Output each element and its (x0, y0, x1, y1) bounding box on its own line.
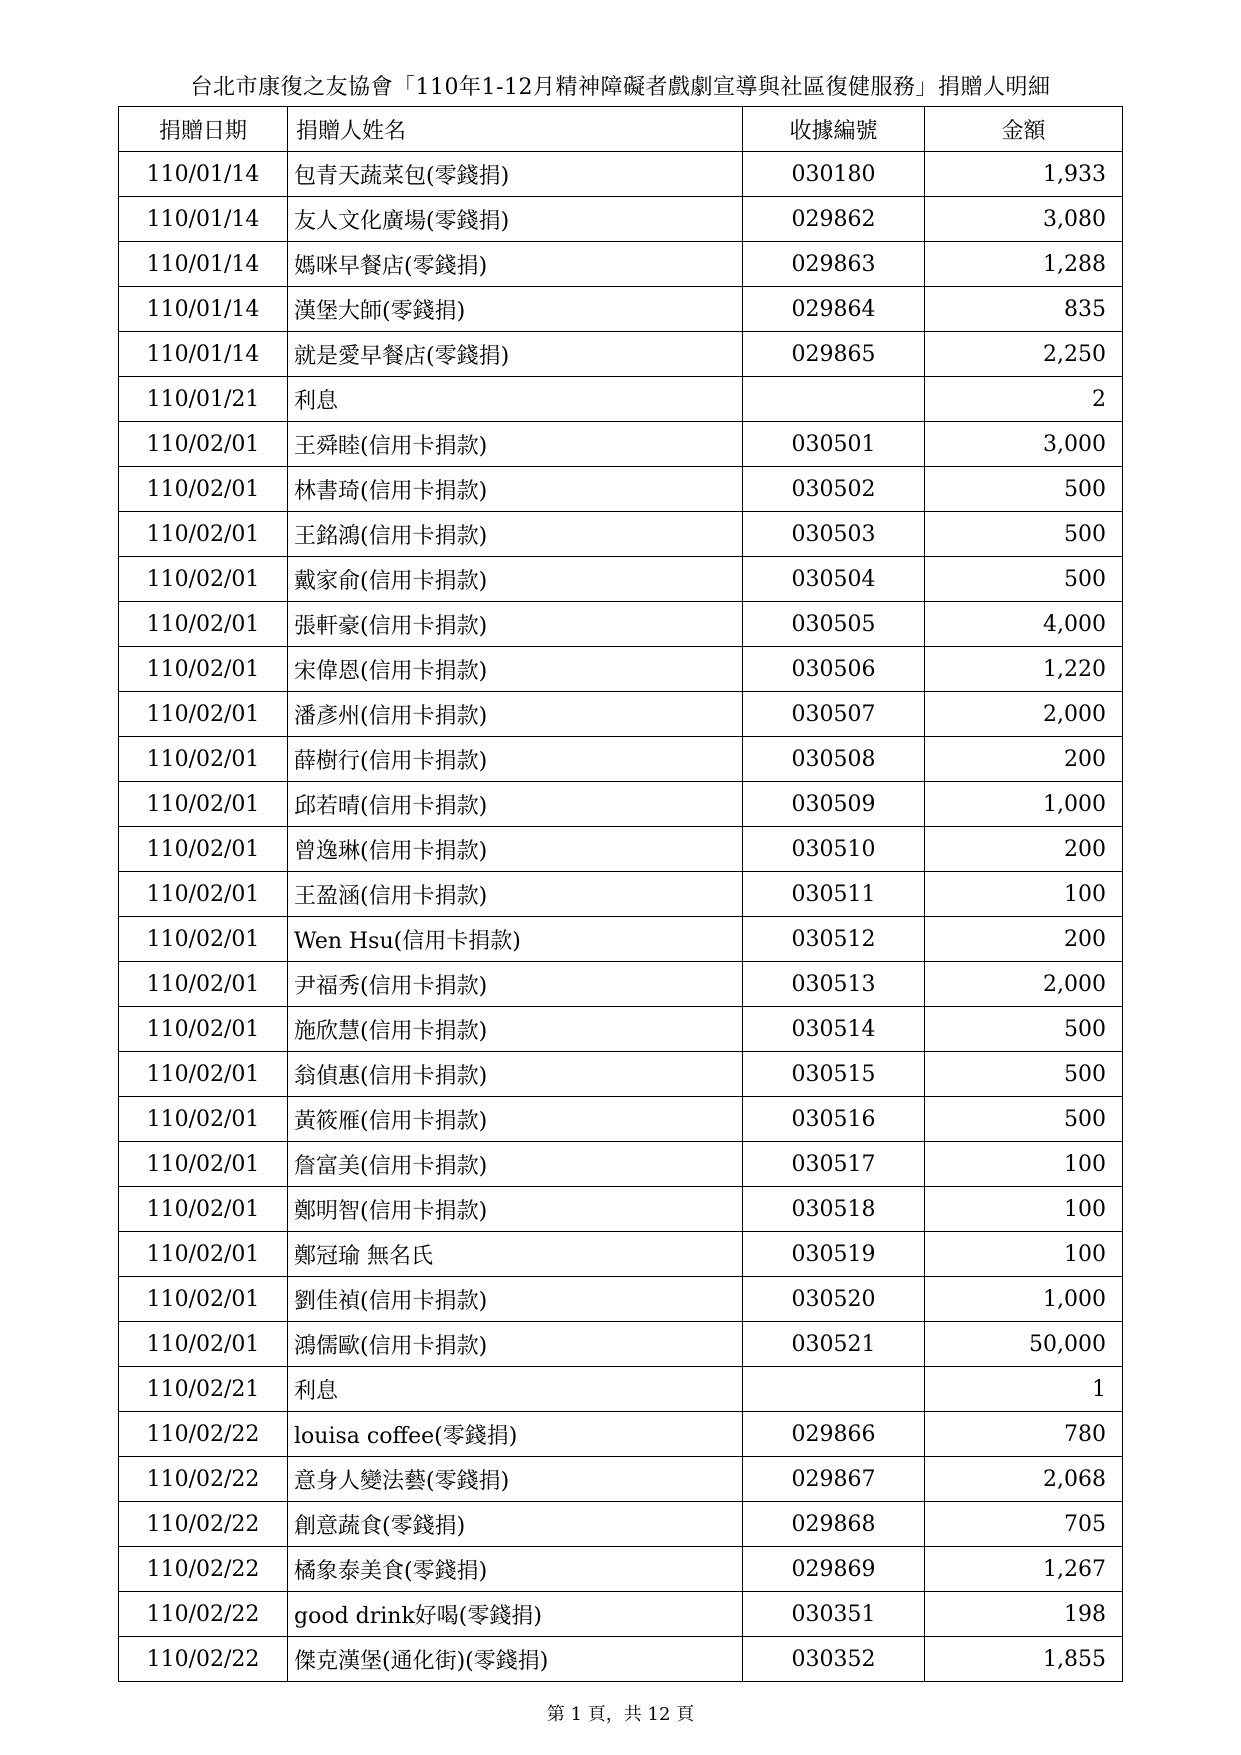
cell-amount: 1,000 (925, 1277, 1123, 1322)
cell-amount: 500 (925, 557, 1123, 602)
cell-receipt-number (743, 377, 925, 422)
cell-amount: 100 (925, 1187, 1123, 1232)
cell-receipt-number: 030503 (743, 512, 925, 557)
cell-amount: 100 (925, 872, 1123, 917)
table-row (119, 1367, 1123, 1412)
cell-donor-name: good drink好喝(零錢捐) (288, 1592, 743, 1637)
cell-date: 110/01/21 (119, 377, 288, 422)
cell-donor-name: 劉佳禎(信用卡捐款) (288, 1277, 743, 1322)
cell-amount: 1,855 (925, 1637, 1123, 1682)
table-row (119, 1502, 1123, 1547)
table-row (119, 1007, 1123, 1052)
table-row (119, 962, 1123, 1007)
cell-date: 110/01/14 (119, 332, 288, 377)
cell-receipt-number: 030507 (743, 692, 925, 737)
header-amount: 金額 (925, 107, 1123, 152)
cell-donor-name: 薛樹行(信用卡捐款) (288, 737, 743, 782)
table-row (119, 377, 1123, 422)
cell-amount: 4,000 (925, 602, 1123, 647)
cell-date: 110/02/01 (119, 1187, 288, 1232)
cell-date: 110/02/01 (119, 512, 288, 557)
cell-date: 110/02/01 (119, 1322, 288, 1367)
cell-receipt-number: 030509 (743, 782, 925, 827)
cell-receipt-number: 030520 (743, 1277, 925, 1322)
cell-date: 110/02/01 (119, 557, 288, 602)
table-row (119, 1637, 1123, 1682)
cell-date: 110/02/01 (119, 962, 288, 1007)
cell-receipt-number: 029865 (743, 332, 925, 377)
cell-receipt-number: 030352 (743, 1637, 925, 1682)
cell-amount: 1,933 (925, 152, 1123, 197)
cell-amount: 3,000 (925, 422, 1123, 467)
cell-donor-name: 邱若晴(信用卡捐款) (288, 782, 743, 827)
cell-date: 110/02/01 (119, 422, 288, 467)
table-row (119, 1547, 1123, 1592)
table-row (119, 152, 1123, 197)
cell-donor-name: 漢堡大師(零錢捐) (288, 287, 743, 332)
cell-donor-name: 利息 (288, 1367, 743, 1412)
cell-donor-name: 宋偉恩(信用卡捐款) (288, 647, 743, 692)
page-number: 第 1 頁，共 12 頁 (546, 1704, 695, 1725)
cell-donor-name: 潘彥州(信用卡捐款) (288, 692, 743, 737)
cell-donor-name: 媽咪早餐店(零錢捐) (288, 242, 743, 287)
cell-amount: 1,288 (925, 242, 1123, 287)
cell-date: 110/02/01 (119, 467, 288, 512)
cell-receipt-number: 030518 (743, 1187, 925, 1232)
table-body (119, 152, 1123, 1682)
cell-donor-name: 尹福秀(信用卡捐款) (288, 962, 743, 1007)
donation-table (118, 106, 1123, 1682)
cell-amount: 200 (925, 827, 1123, 872)
cell-donor-name: 黃筱雁(信用卡捐款) (288, 1097, 743, 1142)
cell-donor-name: 鴻儒歐(信用卡捐款) (288, 1322, 743, 1367)
cell-date: 110/02/01 (119, 827, 288, 872)
cell-date: 110/02/01 (119, 737, 288, 782)
cell-receipt-number: 030513 (743, 962, 925, 1007)
cell-amount: 780 (925, 1412, 1123, 1457)
cell-amount: 1,000 (925, 782, 1123, 827)
cell-donor-name: 鄭明智(信用卡捐款) (288, 1187, 743, 1232)
cell-amount: 500 (925, 467, 1123, 512)
cell-receipt-number: 030504 (743, 557, 925, 602)
table-row (119, 1412, 1123, 1457)
table-row (119, 1232, 1123, 1277)
cell-donor-name: 施欣慧(信用卡捐款) (288, 1007, 743, 1052)
table-row (119, 1592, 1123, 1637)
cell-receipt-number: 030519 (743, 1232, 925, 1277)
cell-amount: 200 (925, 737, 1123, 782)
cell-receipt-number: 030508 (743, 737, 925, 782)
cell-receipt-number: 030502 (743, 467, 925, 512)
header-donor-name: 捐贈人姓名 (288, 107, 743, 152)
cell-donor-name: 橘象泰美食(零錢捐) (288, 1547, 743, 1592)
table-row (119, 737, 1123, 782)
table-row (119, 1052, 1123, 1097)
cell-receipt-number: 029864 (743, 287, 925, 332)
cell-amount: 2,250 (925, 332, 1123, 377)
cell-receipt-number: 030517 (743, 1142, 925, 1187)
page-title: 台北市康復之友協會「110年1-12月精神障礙者戲劇宣導與社區復健服務」捐贈人明細 (190, 75, 1051, 100)
cell-donor-name: 曾逸琳(信用卡捐款) (288, 827, 743, 872)
cell-date: 110/02/01 (119, 1277, 288, 1322)
cell-receipt-number: 030521 (743, 1322, 925, 1367)
cell-amount: 500 (925, 1007, 1123, 1052)
cell-donor-name: 詹富美(信用卡捐款) (288, 1142, 743, 1187)
cell-amount: 3,080 (925, 197, 1123, 242)
cell-receipt-number: 029862 (743, 197, 925, 242)
header-receipt-number: 收據編號 (743, 107, 925, 152)
cell-date: 110/01/14 (119, 197, 288, 242)
table-row (119, 647, 1123, 692)
cell-receipt-number: 029869 (743, 1547, 925, 1592)
cell-amount: 100 (925, 1142, 1123, 1187)
cell-receipt-number: 030506 (743, 647, 925, 692)
cell-donor-name: 王銘鴻(信用卡捐款) (288, 512, 743, 557)
table-row (119, 287, 1123, 332)
cell-receipt-number: 030505 (743, 602, 925, 647)
cell-receipt-number: 030511 (743, 872, 925, 917)
table-row (119, 872, 1123, 917)
cell-receipt-number: 030516 (743, 1097, 925, 1142)
table-row (119, 512, 1123, 557)
cell-date: 110/01/14 (119, 152, 288, 197)
cell-receipt-number: 029867 (743, 1457, 925, 1502)
cell-receipt-number: 030501 (743, 422, 925, 467)
cell-date: 110/01/14 (119, 287, 288, 332)
cell-amount: 198 (925, 1592, 1123, 1637)
table-row (119, 1142, 1123, 1187)
table-row (119, 1322, 1123, 1367)
table-row (119, 602, 1123, 647)
cell-amount: 2,000 (925, 692, 1123, 737)
table-row (119, 827, 1123, 872)
cell-receipt-number: 030515 (743, 1052, 925, 1097)
table-row (119, 332, 1123, 377)
cell-amount: 100 (925, 1232, 1123, 1277)
table-row (119, 692, 1123, 737)
cell-donor-name: 創意蔬食(零錢捐) (288, 1502, 743, 1547)
table-row (119, 197, 1123, 242)
cell-date: 110/02/01 (119, 872, 288, 917)
cell-receipt-number: 030512 (743, 917, 925, 962)
cell-date: 110/02/01 (119, 782, 288, 827)
table-row (119, 1097, 1123, 1142)
cell-donor-name: 翁偵惠(信用卡捐款) (288, 1052, 743, 1097)
cell-amount: 835 (925, 287, 1123, 332)
cell-receipt-number (743, 1367, 925, 1412)
table-header-row (119, 107, 1123, 152)
table-row (119, 1187, 1123, 1232)
cell-amount: 1,220 (925, 647, 1123, 692)
cell-date: 110/02/22 (119, 1457, 288, 1502)
cell-amount: 2 (925, 377, 1123, 422)
cell-amount: 1,267 (925, 1547, 1123, 1592)
cell-date: 110/02/22 (119, 1502, 288, 1547)
cell-amount: 500 (925, 1052, 1123, 1097)
cell-donor-name: 林書琦(信用卡捐款) (288, 467, 743, 512)
table-row (119, 917, 1123, 962)
table-row (119, 782, 1123, 827)
cell-receipt-number: 030510 (743, 827, 925, 872)
cell-receipt-number: 030180 (743, 152, 925, 197)
cell-donor-name: Wen Hsu(信用卡捐款) (288, 917, 743, 962)
cell-receipt-number: 029868 (743, 1502, 925, 1547)
cell-donor-name: 王盈涵(信用卡捐款) (288, 872, 743, 917)
cell-receipt-number: 030351 (743, 1592, 925, 1637)
cell-receipt-number: 030514 (743, 1007, 925, 1052)
cell-receipt-number: 029863 (743, 242, 925, 287)
cell-date: 110/02/22 (119, 1637, 288, 1682)
cell-donor-name: 王舜睦(信用卡捐款) (288, 422, 743, 467)
cell-amount: 1 (925, 1367, 1123, 1412)
cell-donor-name: 包青天蔬菜包(零錢捐) (288, 152, 743, 197)
cell-donor-name: 傑克漢堡(通化街)(零錢捐) (288, 1637, 743, 1682)
cell-donor-name: 戴家俞(信用卡捐款) (288, 557, 743, 602)
cell-amount: 2,068 (925, 1457, 1123, 1502)
cell-date: 110/02/01 (119, 917, 288, 962)
cell-amount: 500 (925, 1097, 1123, 1142)
cell-date: 110/01/14 (119, 242, 288, 287)
cell-donor-name: 友人文化廣場(零錢捐) (288, 197, 743, 242)
header-date: 捐贈日期 (119, 107, 288, 152)
cell-donor-name: 意身人變法藝(零錢捐) (288, 1457, 743, 1502)
table-row (119, 1277, 1123, 1322)
table-row (119, 1457, 1123, 1502)
cell-date: 110/02/22 (119, 1412, 288, 1457)
cell-amount: 2,000 (925, 962, 1123, 1007)
cell-date: 110/02/01 (119, 1052, 288, 1097)
cell-amount: 200 (925, 917, 1123, 962)
cell-donor-name: louisa coffee(零錢捐) (288, 1412, 743, 1457)
cell-amount: 50,000 (925, 1322, 1123, 1367)
cell-date: 110/02/01 (119, 602, 288, 647)
cell-amount: 500 (925, 512, 1123, 557)
cell-date: 110/02/01 (119, 1007, 288, 1052)
cell-date: 110/02/21 (119, 1367, 288, 1412)
cell-date: 110/02/01 (119, 692, 288, 737)
cell-date: 110/02/01 (119, 1097, 288, 1142)
cell-donor-name: 就是愛早餐店(零錢捐) (288, 332, 743, 377)
table-row (119, 242, 1123, 287)
table-row (119, 467, 1123, 512)
cell-date: 110/02/01 (119, 1232, 288, 1277)
table-row (119, 557, 1123, 602)
cell-receipt-number: 029866 (743, 1412, 925, 1457)
cell-donor-name: 張軒豪(信用卡捐款) (288, 602, 743, 647)
table-row (119, 422, 1123, 467)
cell-donor-name: 利息 (288, 377, 743, 422)
cell-donor-name: 鄭冠瑜 無名氏 (288, 1232, 743, 1277)
cell-amount: 705 (925, 1502, 1123, 1547)
cell-date: 110/02/01 (119, 647, 288, 692)
cell-date: 110/02/22 (119, 1547, 288, 1592)
cell-date: 110/02/01 (119, 1142, 288, 1187)
cell-date: 110/02/22 (119, 1592, 288, 1637)
